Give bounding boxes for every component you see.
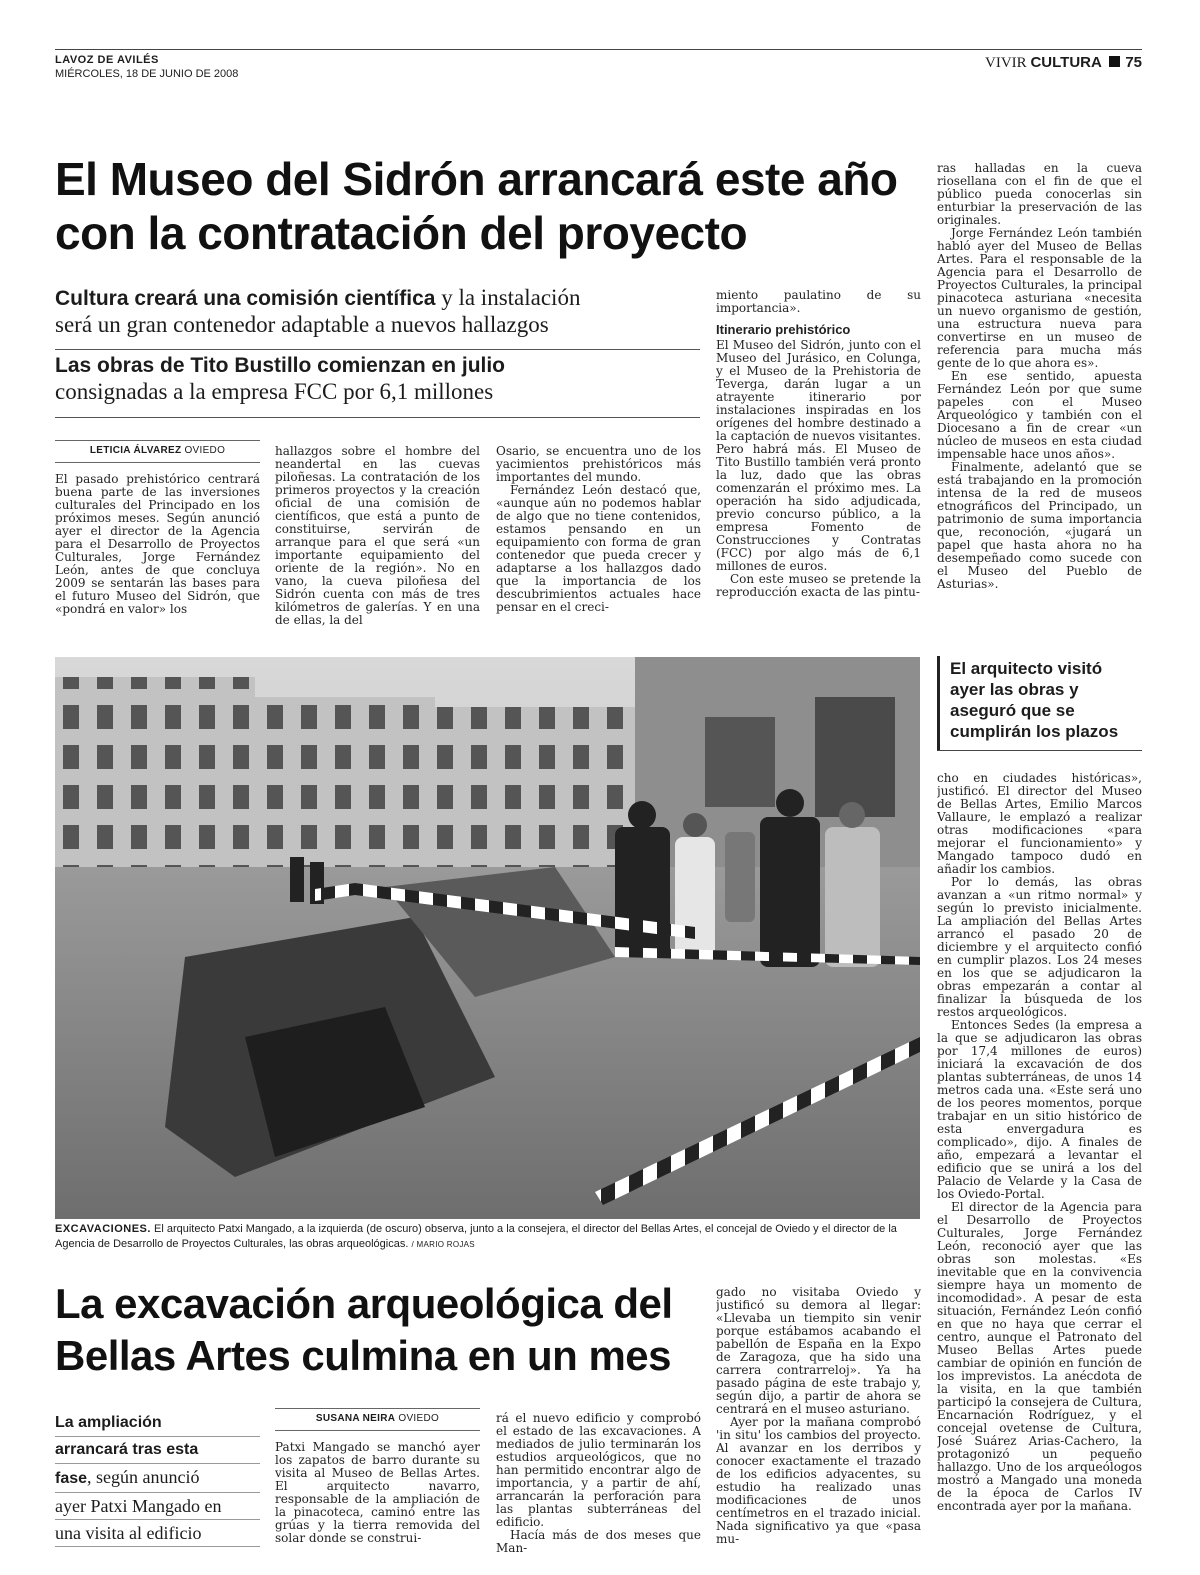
section-light: VIVIR [985,55,1027,71]
paragraph: Hacía más de dos meses que Man- [496,1528,701,1555]
paragraph: Fernández León destacó que, «aunque aún no podemos hablar de algo que no tiene contenidos, estamos pensando en un equipamiento con forma de gran contenedor que pueda crecer y adaptarse a los hallazgos dado que la importancia de los descubrimientos actuales hace pensar en el creci- [496,483,701,614]
subhead: Itinerario prehistórico [716,322,851,337]
publication-name: LAVOZ DE AVILÉS [55,54,159,66]
photo-caption [55,1222,925,1252]
article2-column-3 [716,1286,921,1572]
deck-divider [55,349,700,350]
pullquote-rule [937,750,1142,751]
article1-column-4 [716,289,921,633]
deck2-line2: consignadas a la empresa FCC por 6,1 millones [55,379,494,404]
paragraph: Por lo demás, las obras avanzan a «un ritmo normal» y según lo previsto inicialmente. La ampliación del Bellas Artes arrancó el pasado 20 de diciembre y el arquitecto confió en cumplir plazos. Los 24 meses en los que se adjudicaron la obras empezarán a contar al finalizar la búsqueda de los restos arqueológicos. [937,875,1142,1019]
article1-headline: El Museo del Sidrón arrancará este año con la contratación del proyecto [55,153,898,259]
paragraph: Osario, se encuentra uno de los yacimientos prehistóricos más importantes del mundo. [496,445,701,484]
paragraph: Finalmente, adelantó que se está trabajando en la promoción intensa de la red de museos etnográficos del Principado, un patrimonio de suma importancia que, reconoción, «jugará un papel que hasta ahora no ha desempeñado como sucede con el Museo del Pueblo de Asturias». [937,460,1142,591]
publication-date: MIÉRCOLES, 18 DE JUNIO DE 2008 [55,68,239,80]
article2-headline: La excavación arqueológica del Bellas Artes culmina en un mes [55,1280,673,1379]
pullquote-bar [937,656,940,750]
excavation-photo-image [55,657,920,1219]
deck1-line2: será un gran contenedor adaptable a nuevos hallazgos [55,312,549,337]
paragraph: gado no visitaba Oviedo y justificó su demora al llegar: «Llevaba un tiempito sin venir porque estábamos acabando el pabellón de España en la Expo de Zaragoza, que ha sido una carrera contrarreloj». Ya ha pasado página de este trabajo y, según dijo, a partir de ahora se centrará en el museo asturiano. [716,1286,921,1416]
byline-place: OVIEDO [398,1413,440,1424]
paragraph: Ayer por la mañana comprobó 'in situ' los cambios del proyecto. Al avanzar en los derribos y conocer exactamente el trazado de los edificios adyacentes, su estudio ha realizado unas modificaciones de unos centímetros en el trazado inicial. Nada significativo ya que «pasa mu- [716,1415,921,1546]
page-number: 75 [1125,54,1142,71]
deck1-bold: Cultura creará una comisión científica [55,287,436,310]
article2-byline [275,1413,480,1424]
paragraph: Patxi Mangado se manchó ayer los zapatos de barro durante su visita al Museo de Bellas Artes. El arquitecto navarro, responsable de la ampliación de la pinacoteca, caminó entre las grúas y la tierra removida del solar donde se construi- [275,1441,480,1545]
article1-column-3 [496,445,701,633]
article1-column-1 [55,473,260,633]
pullquote: El arquitecto visitó ayer las obras y aseguró que se cumplirán los plazos [950,659,1119,741]
side-line: arrancará tras esta [55,1437,260,1464]
paragraph: El Museo del Sidrón, junto con el Museo del Jurásico, en Colunga, y el Museo de la Prehistoria de Teverga, darán lugar a un atrayente itinerario por instalaciones inspiradas en los orígenes del hombre destinado a la captación de nuevos visitantes. Pero habrá más. El Museo de Tito Bustillo también verá pronto la luz, dado que las obras comenzarán el próximo mes. La operación ha sido adjudicada, previo concurso público, a la empresa Fomento de Construcciones y Contratas (FCC) por algo más de 6,1 millones de euros. [716,338,921,573]
paragraph: ras halladas en la cueva riosellana con el fin de que el público pueda conocerlas sin enturbiar la preservación de las originales. [937,162,1142,227]
deck1-rest: y la instalación [435,285,581,310]
side-line: , según anunció [87,1467,200,1487]
caption-label: EXCAVACIONES. [55,1223,151,1235]
byline-name: SUSANA NEIRA [315,1413,396,1424]
byline-rule-bottom [55,462,260,463]
article1-byline [55,445,260,456]
byline-rule-top [55,440,260,441]
paragraph: Con este museo se pretende la reproducción exacta de las pintu- [716,572,921,599]
byline-rule-top [275,1408,480,1409]
excavation-photo [55,657,920,1219]
article1-deck-2 [55,354,700,405]
article1-deck-1 [55,285,700,338]
side-line: ayer Patxi Mangado en [55,1493,260,1520]
section-bold: CULTURA [1030,54,1102,71]
paragraph: cho en ciudades históricas», justificó. El director del Museo de Bellas Artes, Emilio Marcos Vallaure, le emplazó a realizar otras modificaciones «para mejorar el funcionamiento» y Mangado tampoco dudó en añadir los cambios. [937,772,1142,876]
deck-bottom-rule [55,417,700,418]
paragraph: El director de la Agencia para el Desarrollo de Proyectos Culturales, Jorge Fernández León, reconoció ayer que las obras son molestas. «Es inevitable que en la convivencia siempre haya un momento de incomodidad». A pesar de esta situación, Fernández León confió en que no haya que cerrar el centro, aunque el Patronato del Museo Bellas Artes puede cambiar de opinión en función de los imprevistos. La anécdota de la visita, en la que también participó la consejera de Cultura, Encarnación Rodríguez, y el concejal ovetense de Cultura, José Suárez Arias-Cachero, la protagonizó un pequeño hallazgo. Uno de los arqueólogos mostró a Mangado una moneda de la época de Carlos IV encontrada ayer por la mañana. [937,1200,1142,1513]
side-line: La ampliación [55,1410,260,1437]
paragraph: miento paulatino de su importancia». [716,289,921,315]
paragraph: En ese sentido, apuesta Fernández León por que sume papeles con el Museo Arqueológico y también con el Diocesano a fin de crear «un núcleo de museos en esta ciudad impensable hace unos años». [937,369,1142,461]
deck2-bold: Las obras de Tito Bustillo comienzan en julio [55,354,506,377]
paragraph: hallazgos sobre el hombre del neandertal en las cuevas piloñesas. La contratación de los primeros proyectos y la creación oficial de una comisión de científicos, que está a punto de constituirse, servirán de arranque para el que será «un importante equipamiento del oriente de la región». No en vano, la cueva piloñesa del Sidrón cuenta con más de tres kilómetros de galerías. Y en una de ellas, la del [275,445,480,627]
side-line: fase [55,1470,88,1487]
byline-place: OVIEDO [184,445,226,456]
article2-column-2 [496,1412,701,1572]
caption-text: El arquitecto Patxi Mangado, a la izquierda (de oscuro) observa, junto a la consejera, el director del Bellas Artes, el concejal de Oviedo y el director de la Agencia de Desarrollo de Proyectos Culturales, las obras arqueológicas. [55,1223,897,1250]
article1-column-5 [937,162,1142,634]
photo-credit: / MARIO ROJAS [411,1240,475,1249]
article2-sidebar-deck [55,1410,260,1547]
article1-column-2 [275,445,480,633]
byline-rule-bottom [275,1430,480,1431]
byline-name: LETICIA ÁLVAREZ [89,445,182,456]
section-label [985,54,1142,72]
paragraph: El pasado prehistórico centrará buena parte de las inversiones culturales del Principado en los próximos meses. Según anunció ayer el director de la Agencia para el Desarrollo de Proyectos Culturales, Jorge Fernández León, antes de que concluya 2009 se sentarán las bases para el futuro Museo del Sidrón, que «pondrá en valor» los [55,473,260,616]
article2-column-4 [937,772,1142,1572]
paragraph: rá el nuevo edificio y comprobó el estado de las excavaciones. A mediados de julio terminarán los estudios arqueológicos, que no han permitido encontrar algo de importancia, y a partir de ahí, arrancarán la perforación para las plantas subterráneas del edificio. [496,1412,701,1529]
header-rule [55,49,1142,50]
paragraph: Jorge Fernández León también habló ayer del Museo de Bellas Artes. Para el responsable de la Agencia para el Desarrollo de Proyectos Culturales, la principal pinacoteca asturiana «necesita un nuevo organismo de gestión, una estructura nueva para convertirse en un museo de referencia para mucha más gente de lo que ahora es». [937,226,1142,370]
side-line: una visita al edificio [55,1520,260,1547]
section-square-icon [1109,56,1120,67]
paragraph: Entonces Sedes (la empresa a la que se adjudicaron las obras por 17,4 millones de euros) iniciará la excavación de dos plantas subterráneas, de unos 14 metros cada una. «Este será uno de los peores momentos, porque trabajar en un sitio histórico de esta envergadura es complicado», dijo. A finales de año, empezará a levantar el edificio que se unirá a los del Palacio de Velarde y la Casa de los Oviedo-Portal. [937,1018,1142,1201]
article2-column-1 [275,1441,480,1571]
